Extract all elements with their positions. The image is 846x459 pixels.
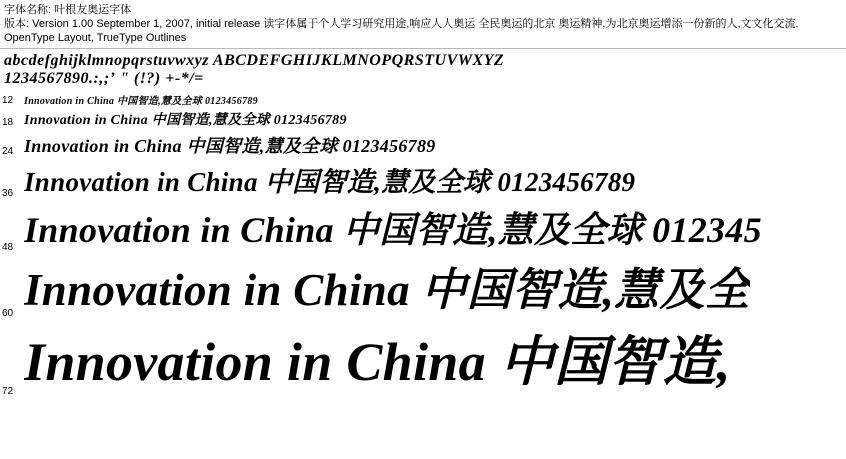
font-info-header xyxy=(0,0,846,45)
size-label: 12 xyxy=(2,95,14,106)
sample-text: Innovation in China 中国智造, xyxy=(24,332,731,392)
sample-text: Innovation in China 中国智造,慧及全球 0123456789 xyxy=(24,136,436,156)
size-label: 72 xyxy=(2,386,14,397)
size-sample-row xyxy=(0,92,846,108)
size-sample-row xyxy=(0,108,846,130)
size-sample-row xyxy=(0,321,846,399)
alphabet-row: abcdefghijklmnopqrstuvwxyz ABCDEFGHIJKLMNOPQRSTUVWXYZ xyxy=(4,52,505,69)
font-outline-line: OpenType Layout, TrueType Outlines xyxy=(4,32,187,44)
numerals-punctuation-row: 1234567890.:,;ʼ " (!?) +-*/= xyxy=(4,70,204,87)
size-label: 36 xyxy=(2,188,14,199)
glyph-specimen xyxy=(0,49,846,88)
font-version-line: 版本: Version 1.00 September 1, 2007, initial release 读字体属于个人学习研究用途,响应人人奥运 全民奥运的北京 奥运精神,为北京奥运增添一份新的人,文文化交流. xyxy=(4,18,799,30)
font-name-line: 字体名称: 叶根友奥运字体 xyxy=(4,4,132,16)
size-sample-row xyxy=(0,201,846,255)
size-sample-row xyxy=(0,130,846,159)
size-label: 60 xyxy=(2,308,14,319)
size-label: 18 xyxy=(2,117,14,128)
size-label: 24 xyxy=(2,146,14,157)
size-label: 48 xyxy=(2,242,14,253)
size-sample-row xyxy=(0,255,846,321)
sample-text: Innovation in China 中国智造,慧及全球 0123456789 xyxy=(24,167,636,197)
sample-text: Innovation in China 中国智造,慧及全 xyxy=(24,265,751,315)
size-sample-list xyxy=(0,92,846,399)
sample-text: Innovation in China 中国智造,慧及全球 0123456789 xyxy=(24,96,258,107)
sample-text: Innovation in China 中国智造,慧及全球 012345 xyxy=(24,210,762,250)
empty-area xyxy=(0,399,846,459)
sample-text: Innovation in China 中国智造,慧及全球 0123456789 xyxy=(24,113,347,128)
size-sample-row xyxy=(0,159,846,201)
